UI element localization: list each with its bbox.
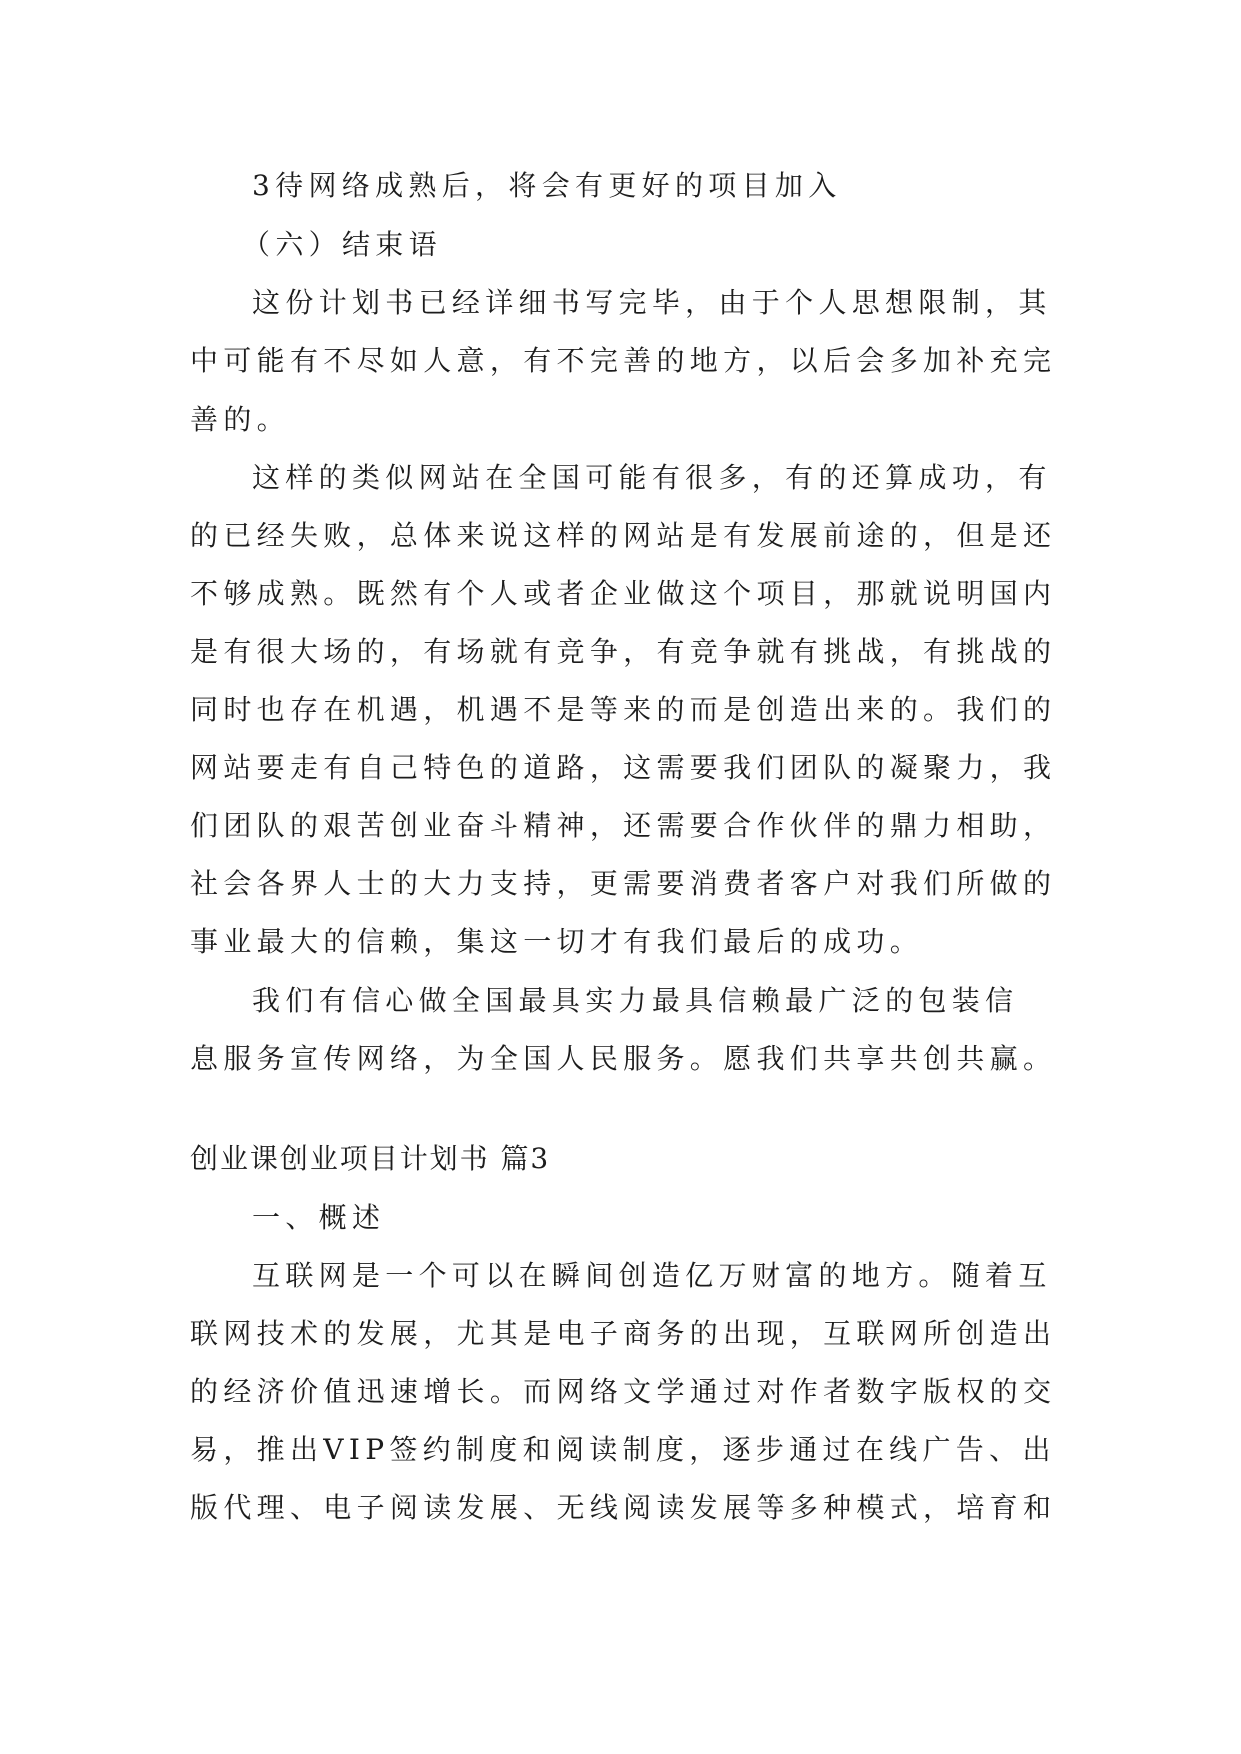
text-line: 的已经失败，总体来说这样的网站是有发展前途的，但是还 — [190, 519, 1057, 552]
text-line: 是有很大场的，有场就有竞争，有竞争就有挑战，有挑战的 — [190, 635, 1057, 668]
text-line: 我们有信心做全国最具实力最具信赖最广泛的包装信 — [252, 984, 1019, 1017]
text-line: 息服务宣传网络，为全国人民服务。愿我们共享共创共赢。 — [190, 1042, 1057, 1075]
article-heading: 创业课创业项目计划书 篇3 — [190, 1142, 551, 1175]
text-line: 这份计划书已经详细书写完毕，由于个人思想限制，其 — [252, 286, 1052, 319]
section-heading: （六）结束语 — [242, 228, 442, 261]
text-line: 这样的类似网站在全国可能有很多，有的还算成功，有 — [252, 461, 1052, 494]
text-line: 中可能有不尽如人意，有不完善的地方，以后会多加补充完 — [190, 344, 1057, 377]
text-line: 善的。 — [190, 403, 290, 436]
text-line: 版代理、电子阅读发展、无线阅读发展等多种模式，培育和 — [190, 1491, 1057, 1524]
text-line: 网站要走有自己特色的道路，这需要我们团队的凝聚力，我 — [190, 751, 1057, 784]
text-line: 3待网络成熟后，将会有更好的项目加入 — [252, 169, 842, 202]
text-line: 社会各界人士的大力支持，更需要消费者客户对我们所做的 — [190, 867, 1057, 900]
text-line: 事业最大的信赖，集这一切才有我们最后的成功。 — [190, 925, 924, 958]
text-line: 的经济价值迅速增长。而网络文学通过对作者数字版权的交 — [190, 1375, 1057, 1408]
text-line: 不够成熟。既然有个人或者企业做这个项目，那就说明国内 — [190, 577, 1057, 610]
text-line: 同时也存在机遇，机遇不是等来的而是创造出来的。我们的 — [190, 693, 1057, 726]
text-line: 们团队的艰苦创业奋斗精神，还需要合作伙伴的鼎力相助， — [190, 809, 1057, 842]
section-heading: 一、概述 — [252, 1201, 386, 1234]
text-line: 联网技术的发展，尤其是电子商务的出现，互联网所创造出 — [190, 1317, 1057, 1350]
text-line: 互联网是一个可以在瞬间创造亿万财富的地方。随着互 — [252, 1259, 1052, 1292]
text-line: 易，推出VIP签约制度和阅读制度，逐步通过在线广告、出 — [190, 1433, 1056, 1466]
